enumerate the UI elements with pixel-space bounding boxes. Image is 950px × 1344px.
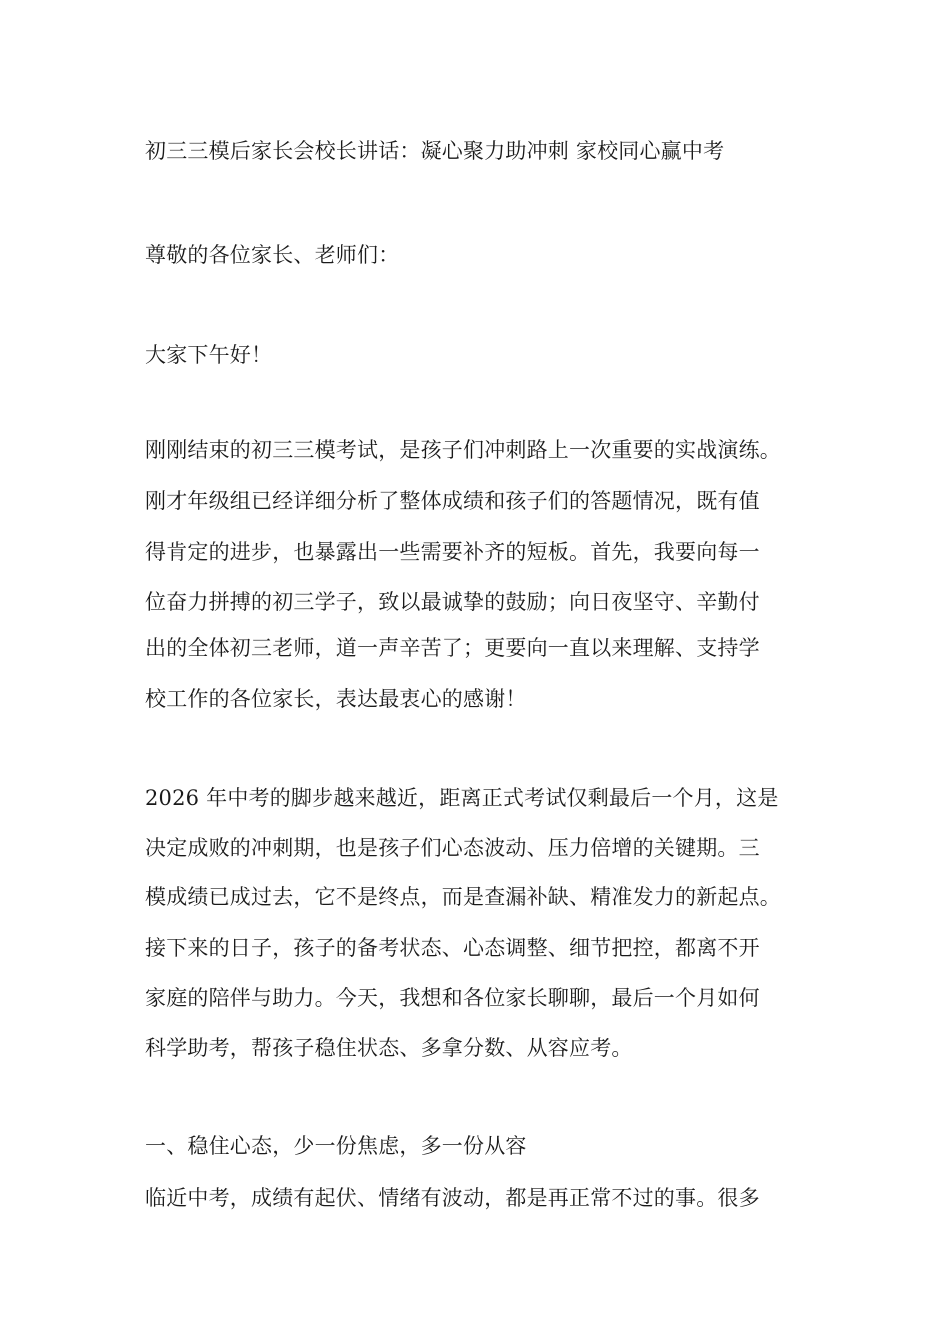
greeting: 大家下午好！ [145,343,273,367]
paragraph-line: 接下来的日子，孩子的备考状态、心态调整、细节把控，都离不开 [145,936,760,960]
paragraph-line: 模成绩已成过去，它不是终点，而是查漏补缺、精准发力的新起点。 [145,885,781,909]
section-heading: 一、稳住心态，少一份焦虑，多一份从容 [145,1134,527,1158]
paragraph-line: 校工作的各位家长，表达最衷心的感谢！ [145,687,527,711]
salutation: 尊敬的各位家长、老师们： [145,243,400,267]
paragraph-line: 2026 年中考的脚步越来越近，距离正式考试仅剩最后一个月，这是 [145,786,779,810]
paragraph-line: 刚刚结束的初三三模考试，是孩子们冲刺路上一次重要的实战演练。 [145,438,781,462]
paragraph-line: 得肯定的进步，也暴露出一些需要补齐的短板。首先，我要向每一 [145,540,760,564]
paragraph-line: 家庭的陪伴与助力。今天，我想和各位家长聊聊，最后一个月如何 [145,986,760,1010]
paragraph-line: 临近中考，成绩有起伏、情绪有波动，都是再正常不过的事。很多 [145,1186,760,1210]
document-title: 初三三模后家长会校长讲话：凝心聚力助冲刺 家校同心赢中考 [145,139,725,163]
paragraph-line: 刚才年级组已经详细分析了整体成绩和孩子们的答题情况，既有值 [145,489,760,513]
paragraph-line: 决定成败的冲刺期，也是孩子们心态波动、压力倍增的关键期。三 [145,836,760,860]
paragraph-line: 科学助考，帮孩子稳住状态、多拿分数、从容应考。 [145,1036,633,1060]
paragraph-line: 位奋力拼搏的初三学子，致以最诚挚的鼓励；向日夜坚守、辛勤付 [145,590,760,614]
paragraph-line: 出的全体初三老师，道一声辛苦了；更要向一直以来理解、支持学 [145,636,760,660]
